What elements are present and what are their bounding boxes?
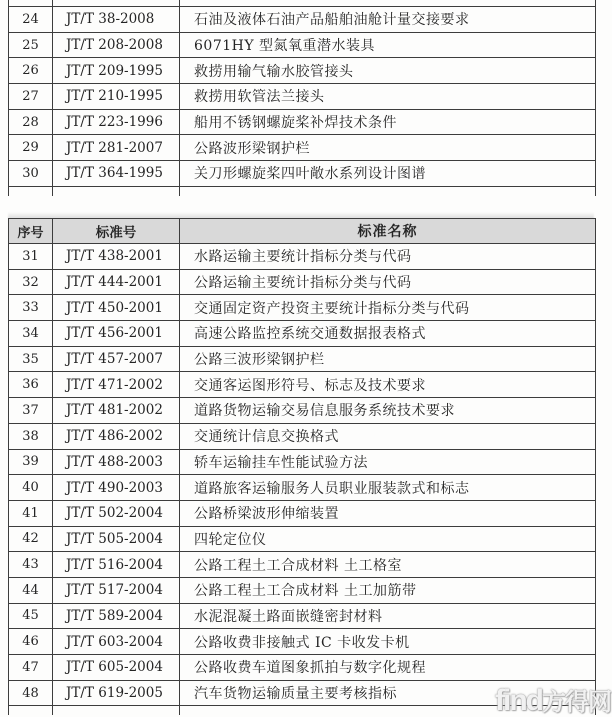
- name-cell: 水路运输主要统计指标分类与代码: [194, 249, 412, 266]
- table-row: [8, 372, 596, 398]
- seq-cell: 34: [9, 321, 53, 346]
- code-cell: JT/T 364-1995: [53, 161, 180, 186]
- seq-cell: 30: [9, 161, 53, 186]
- name-cell: 公路波形梁钢护栏: [194, 140, 310, 157]
- code-cell: JT/T 281-2007: [53, 135, 180, 160]
- name-cell: 公路桥梁波形伸缩装置: [194, 506, 339, 523]
- code-cell: JT/T 450-2001: [53, 295, 180, 320]
- table-row: [8, 270, 596, 296]
- name-cell: 交通统计信息交换格式: [194, 429, 339, 446]
- header-code: 标准号: [53, 219, 180, 243]
- code-cell: JT/T 444-2001: [53, 270, 180, 295]
- table-row: [8, 552, 596, 578]
- code-cell: JT/T 516-2004: [53, 552, 180, 577]
- name-cell: 高速公路监控系统交通数据报表格式: [194, 326, 426, 343]
- table-cutoff-row: [8, 0, 596, 7]
- site-watermark: [495, 686, 611, 716]
- seq-cell: 48: [9, 681, 53, 706]
- seq-cell: 39: [9, 450, 53, 475]
- code-cell: JT/T 38-2008: [53, 7, 180, 32]
- code-cell: JT/T 223-1996: [53, 110, 180, 135]
- watermark-chinese: 方得网: [542, 688, 611, 716]
- name-cell: 轿车运输挂车性能试验方法: [194, 454, 368, 471]
- table-row: [8, 604, 596, 630]
- code-cell: JT/T 486-2002: [53, 424, 180, 449]
- code-cell: JT/T 589-2004: [53, 604, 180, 629]
- seq-cell: 25: [9, 33, 53, 58]
- header-name: 标准名称: [357, 224, 418, 240]
- seq-cell: 38: [9, 424, 53, 449]
- seq-cell: 33: [9, 295, 53, 320]
- table-row: [8, 578, 596, 604]
- code-cell: JT/T 456-2001: [53, 321, 180, 346]
- code-cell: JT/T 438-2001: [53, 244, 180, 269]
- name-cell: 水泥混凝土路面嵌缝密封材料: [194, 608, 383, 625]
- name-cell: 四轮定位仪: [194, 531, 267, 548]
- code-cell: JT/T 457-2007: [53, 347, 180, 372]
- table-row: [8, 295, 596, 321]
- code-cell: JT/T 517-2004: [53, 578, 180, 603]
- seq-cell: 31: [9, 244, 53, 269]
- name-cell: 救捞用软管法兰接头: [194, 89, 325, 106]
- table-row: [8, 58, 596, 84]
- name-cell: 道路旅客运输服务人员职业服装款式和标志: [194, 480, 470, 497]
- code-cell: JT/T 619-2005: [53, 681, 180, 706]
- seq-cell: 29: [9, 135, 53, 160]
- name-cell: 公路运输主要统计指标分类与代码: [194, 275, 412, 292]
- name-cell: 道路货物运输交易信息服务系统技术要求: [194, 403, 455, 420]
- seq-cell: 27: [9, 84, 53, 109]
- name-cell: 公路工程土工合成材料 土工格室: [194, 557, 402, 574]
- table-row: [8, 7, 596, 33]
- code-cell: JT/T 208-2008: [53, 33, 180, 58]
- table-row: [8, 475, 596, 501]
- watermark-latin: find: [495, 684, 542, 717]
- seq-cell: 36: [9, 372, 53, 397]
- seq-cell: 43: [9, 552, 53, 577]
- table-row: [8, 321, 596, 347]
- standards-table-lower: [8, 218, 596, 715]
- seq-cell: 37: [9, 398, 53, 423]
- seq-cell: 41: [9, 501, 53, 526]
- name-cell: 石油及液体石油产品船舶油舱计量交接要求: [194, 12, 470, 29]
- seq-cell: 40: [9, 475, 53, 500]
- table-row: [8, 161, 596, 187]
- name-cell: 船用不锈钢螺旋桨补焊技术条件: [194, 115, 397, 132]
- table-header-row: [8, 218, 596, 244]
- seq-cell: 47: [9, 655, 53, 680]
- seq-cell: 35: [9, 347, 53, 372]
- code-cell: JT/T 488-2003: [53, 450, 180, 475]
- name-cell: 公路工程土工合成材料 土工加筋带: [194, 583, 417, 600]
- table-cutoff-row: [8, 187, 596, 196]
- seq-cell: 45: [9, 604, 53, 629]
- code-cell: JT/T 505-2004: [53, 527, 180, 552]
- header-seq: 序号: [9, 219, 53, 243]
- table-row: [8, 110, 596, 136]
- seq-cell: 44: [9, 578, 53, 603]
- table-row: [8, 424, 596, 450]
- name-cell: 公路三波形梁钢护栏: [194, 352, 325, 369]
- seq-cell: 26: [9, 58, 53, 83]
- code-cell: JT/T 490-2003: [53, 475, 180, 500]
- table-row: [8, 347, 596, 373]
- table-row: [8, 629, 596, 655]
- name-cell: 公路收费非接触式 IC 卡收发卡机: [194, 634, 410, 651]
- code-cell: JT/T 605-2004: [53, 655, 180, 680]
- name-cell: 救捞用输气输水胶管接头: [194, 63, 354, 80]
- seq-cell: 32: [9, 270, 53, 295]
- seq-cell: 28: [9, 110, 53, 135]
- seq-cell: 24: [9, 7, 53, 32]
- code-cell: JT/T 210-1995: [53, 84, 180, 109]
- code-cell: JT/T 209-1995: [53, 58, 180, 83]
- name-cell: 关刀形螺旋桨四叶敞水系列设计图谱: [194, 166, 426, 183]
- table-row: [8, 501, 596, 527]
- table-row: [8, 398, 596, 424]
- table-row: [8, 33, 596, 59]
- table-row: [8, 450, 596, 476]
- table-row: [8, 527, 596, 553]
- name-cell: 交通客运图形符号、标志及技术要求: [194, 377, 426, 394]
- table-row: [8, 84, 596, 110]
- seq-cell: 42: [9, 527, 53, 552]
- standards-table-upper: [8, 0, 596, 196]
- seq-cell: 46: [9, 629, 53, 654]
- name-cell: 交通固定资产投资主要统计指标分类与代码: [194, 300, 470, 317]
- name-cell: 汽车货物运输质量主要考核指标: [194, 686, 397, 703]
- code-cell: JT/T 502-2004: [53, 501, 180, 526]
- code-cell: JT/T 603-2004: [53, 629, 180, 654]
- name-cell: 6071HY 型氮氧重潜水装具: [194, 38, 376, 55]
- name-cell: 公路收费车道图象抓拍与数字化规程: [194, 660, 426, 677]
- table-row: [8, 135, 596, 161]
- code-cell: JT/T 481-2002: [53, 398, 180, 423]
- table-row: [8, 655, 596, 681]
- table-row: [8, 244, 596, 270]
- code-cell: JT/T 471-2002: [53, 372, 180, 397]
